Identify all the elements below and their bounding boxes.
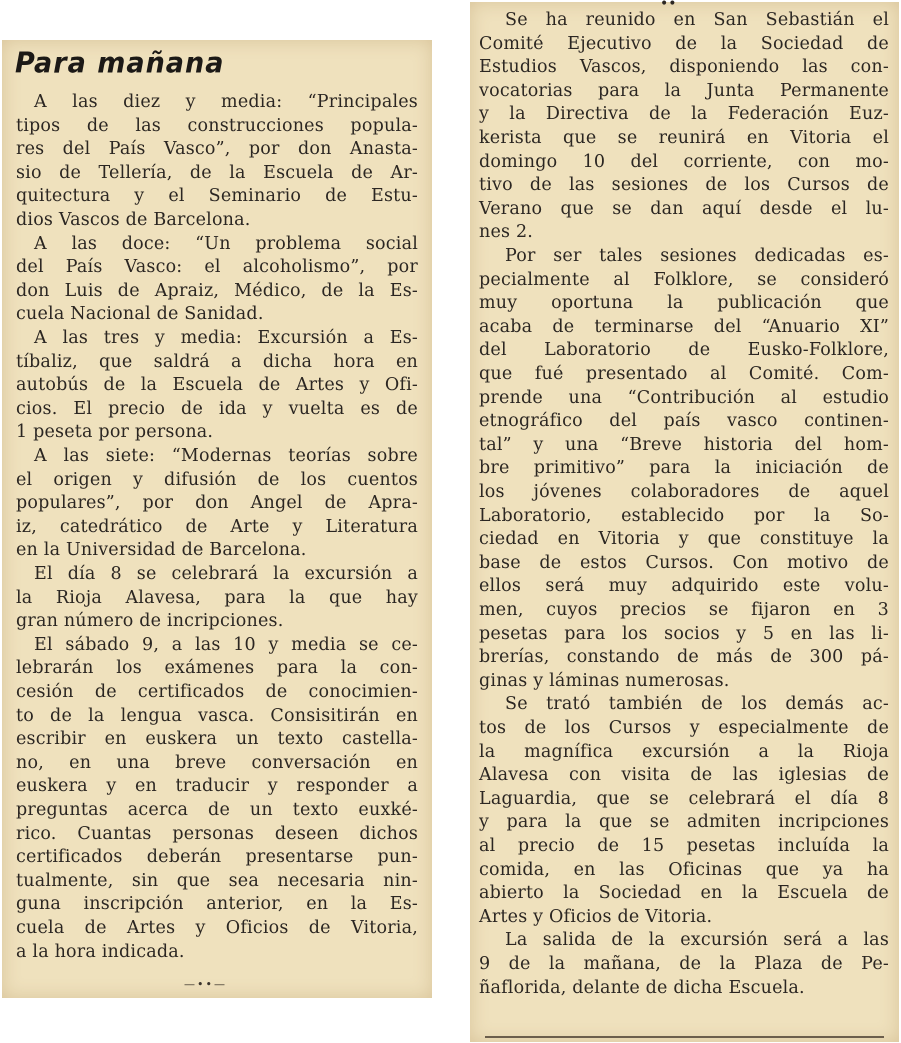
text-line: no, en una breve conversación en xyxy=(16,752,418,773)
right-clipping xyxy=(470,2,899,1042)
text-line: lebrarán los exámenes para la con- xyxy=(16,658,418,679)
text-line: etnográfico del país vasco continen- xyxy=(479,411,889,432)
text-line: nes 2. xyxy=(479,222,534,243)
text-line: quitectura y el Seminario de Estu- xyxy=(16,186,418,207)
text-line: cesión de certificados de conocimien- xyxy=(16,682,418,702)
text-line: autobús de la Escuela de Artes y Ofi- xyxy=(16,375,418,396)
text-line: pecialmente al Folklore, se consideró xyxy=(479,269,889,290)
text-line: Alavesa con visita de las iglesias de xyxy=(479,765,889,786)
text-line: Artes y Oficios de Vitoria. xyxy=(479,906,713,927)
text-line: ñaflorida, delante de dicha Escuela. xyxy=(479,977,805,998)
text-line: y para la que se admiten incripciones xyxy=(479,812,889,833)
text-line: populares”, por don Angel de Apra- xyxy=(16,493,418,514)
section-heading: Para mañana xyxy=(15,47,225,80)
text-line: domingo 10 del corriente, con mo- xyxy=(479,151,889,172)
text-line: base de estos Cursos. Con motivo de xyxy=(479,552,889,573)
text-line: muy oportuna la publicación que xyxy=(479,293,889,314)
text-line: acaba de terminarse del “Anuario XI” xyxy=(479,316,889,337)
text-line: tualmente, sin que sea necesaria nin- xyxy=(16,870,418,891)
text-line: to de la lengua vasca. Consisitirán en xyxy=(16,705,418,726)
text-line: tipos de las construcciones popula- xyxy=(16,115,418,136)
text-line: guna inscripción anterior, en la Es- xyxy=(16,894,418,915)
text-line: certificados deberán presentarse pun- xyxy=(16,847,418,868)
text-line: pesetas para los socios y 5 en las li- xyxy=(479,623,889,644)
text-line: tíbaliz, que saldrá a dicha hora en xyxy=(16,351,418,372)
text-line: El día 8 se celebrará la excursión a xyxy=(34,564,418,584)
text-line: prende una “Contribución al estudio xyxy=(479,387,889,408)
left-clipping xyxy=(2,40,432,998)
text-line: tos de los Cursos y especialmente de xyxy=(479,718,889,738)
text-line: iz, catedrático de Arte y Literatura xyxy=(16,516,418,537)
text-line: res del País Vasco”, por don Anasta- xyxy=(16,139,418,160)
text-line: vocatorias para la Junta Permanente xyxy=(479,80,889,101)
text-line: cuela Nacional de Sanidad. xyxy=(16,304,264,325)
text-line: 1 peseta por persona. xyxy=(16,422,214,443)
text-line: cuela de Artes y Oficios de Vitoria, xyxy=(16,918,418,938)
text-line: dios Vascos de Barcelona. xyxy=(16,210,251,230)
text-line: Laboratorio, establecido por la So- xyxy=(479,505,889,526)
text-line: El sábado 9, a las 10 y media se ce- xyxy=(34,634,418,655)
text-line: kerista que se reunirá en Vitoria el xyxy=(479,128,889,148)
text-line: cios. El precio de ida y vuelta es de xyxy=(16,398,418,419)
text-line: La salida de la excursión será a las xyxy=(505,930,889,951)
text-line: Verano que se dan aquí desde el lu- xyxy=(479,198,889,219)
text-line: los jóvenes colaboradores de aquel xyxy=(479,482,889,502)
text-line: A las siete: “Modernas teorías sobre xyxy=(34,446,418,466)
text-line: ciedad en Vitoria y que constituye la xyxy=(479,529,889,550)
text-line: don Luis de Apraiz, Médico, de la Es- xyxy=(16,280,418,301)
text-line: a la hora indicada. xyxy=(16,941,185,962)
text-line: Laguardia, que se celebrará el día 8 xyxy=(479,788,889,809)
text-line: Por ser tales sesiones dedicadas es- xyxy=(505,246,889,266)
text-line: A las doce: “Un problema social xyxy=(34,233,418,254)
text-line: Comité Ejecutivo de la Sociedad de xyxy=(479,33,889,54)
text-line: brerías, constando de más de 300 pá- xyxy=(479,647,889,668)
text-line: y la Directiva de la Federación Euz- xyxy=(479,104,889,125)
end-ornament: —••— xyxy=(184,978,227,991)
text-line: del País Vasco: el alcoholismo”, por xyxy=(16,257,418,278)
text-line: euskera y en traducir y responder a xyxy=(16,776,418,797)
top-ornament: •• xyxy=(660,0,677,12)
text-line: A las tres y media: Excursión a Es- xyxy=(34,328,418,348)
bottom-rule xyxy=(485,1030,884,1038)
text-line: que fué presentado al Comité. Com- xyxy=(479,364,889,384)
text-line: la Rioja Alavesa, para la que hay xyxy=(16,587,418,608)
text-line: bre primitivo” para la iniciación de xyxy=(479,458,889,479)
text-line: escribir en euskera un texto castella- xyxy=(16,729,418,750)
text-line: al precio de 15 pesetas incluída la xyxy=(479,836,889,856)
text-line: Se trató también de los demás ac- xyxy=(505,694,889,715)
text-line: Estudios Vascos, disponiendo las con- xyxy=(479,57,889,78)
text-line: comida, en las Oficinas que ya ha xyxy=(479,859,889,880)
text-line: gran número de incripciones. xyxy=(16,611,284,632)
text-line: del Laboratorio de Eusko-Folklore, xyxy=(479,340,889,361)
text-line: preguntas acerca de un texto euxké- xyxy=(16,800,418,820)
text-line: Se ha reunido en San Sebastián el xyxy=(505,10,889,30)
text-line: la magnífica excursión a la Rioja xyxy=(479,741,889,762)
text-line: el origen y difusión de los cuentos xyxy=(16,469,418,490)
text-line: ellos será muy adquirido este volu- xyxy=(479,576,889,597)
text-line: tal” y una “Breve historia del hom- xyxy=(479,434,889,455)
text-line: A las diez y media: “Principales xyxy=(34,92,418,112)
text-line: men, cuyos precios se fijaron en 3 xyxy=(479,600,889,620)
text-line: tivo de las sesiones de los Cursos de xyxy=(479,175,889,196)
text-line: abierto la Sociedad en la Escuela de xyxy=(479,883,889,904)
text-line: en la Universidad de Barcelona. xyxy=(16,540,307,561)
text-line: sio de Tellería, de la Escuela de Ar- xyxy=(16,162,418,183)
text-line: rico. Cuantas personas deseen dichos xyxy=(16,823,418,844)
text-line: ginas y láminas numerosas. xyxy=(479,670,730,691)
text-line: 9 de la mañana, de la Plaza de Pe- xyxy=(479,954,889,974)
